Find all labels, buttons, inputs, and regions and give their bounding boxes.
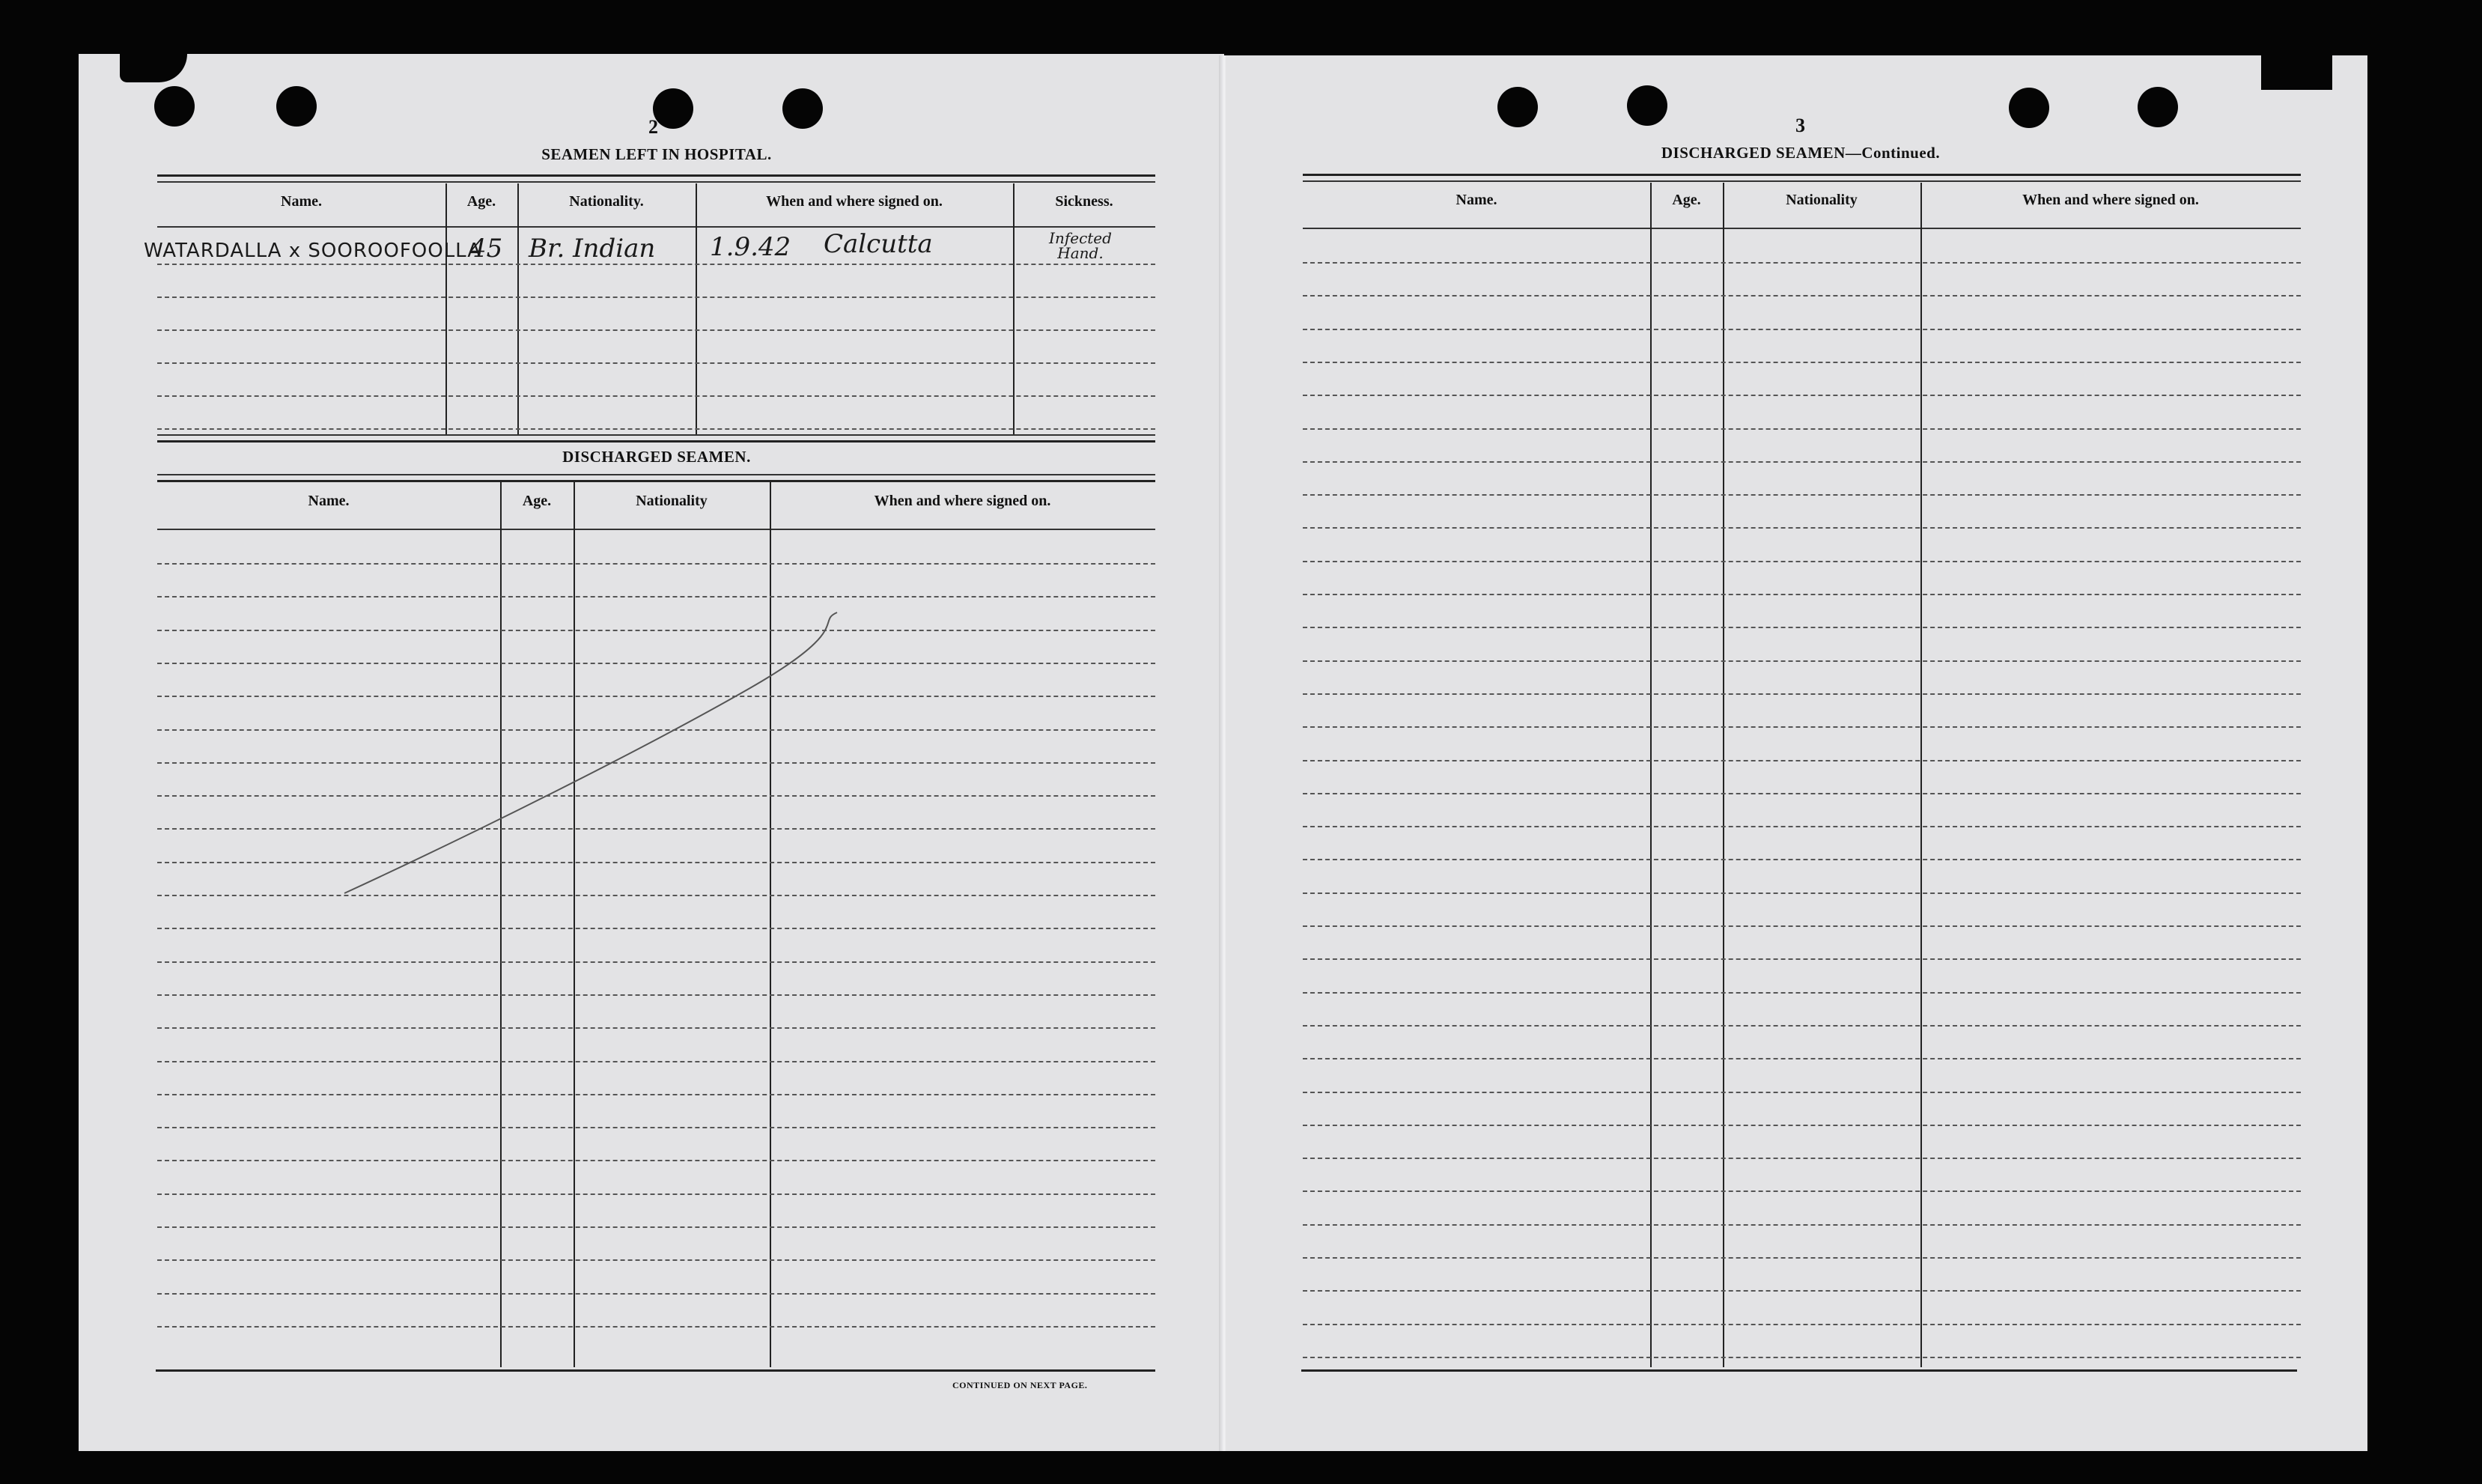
hospital-entry-signed-date: 1.9.42 xyxy=(710,232,791,262)
entry-line xyxy=(1303,395,2301,396)
page-number-right: 3 xyxy=(1795,115,1805,136)
hospital-entry-nationality: Br. Indian xyxy=(529,234,656,264)
column-divider xyxy=(1650,183,1652,1367)
entry-line xyxy=(1303,262,2301,264)
discharged-col-signed-on: When and where signed on. xyxy=(874,493,1051,509)
entry-line xyxy=(1303,1058,2301,1059)
discharged-col-name: Name. xyxy=(308,493,350,509)
hospital-col-name: Name. xyxy=(281,193,322,210)
table-rule xyxy=(1303,180,2301,182)
entry-line xyxy=(1303,1224,2301,1226)
hospital-section-title: SEAMEN LEFT IN HOSPITAL. xyxy=(541,145,772,163)
page-number-left: 2 xyxy=(648,116,658,138)
discharged-col-nationality: Nationality xyxy=(636,493,708,509)
entry-line xyxy=(1303,826,2301,827)
entry-line xyxy=(1303,660,2301,662)
hospital-entry-name: WATARDALLA x SOOROOFOOLLA xyxy=(144,240,482,262)
entry-line xyxy=(1303,362,2301,363)
entry-line xyxy=(1303,329,2301,330)
hospital-col-sickness: Sickness. xyxy=(1055,193,1113,210)
discharged-col-age: Age. xyxy=(522,493,552,509)
continued-note: CONTINUED ON NEXT PAGE. xyxy=(952,1380,1088,1390)
entry-line xyxy=(1303,627,2301,628)
discharged-col-nationality-right: Nationality xyxy=(1786,192,1858,208)
entry-line xyxy=(1303,428,2301,430)
hospital-col-age: Age. xyxy=(466,193,496,210)
entry-line xyxy=(1303,793,2301,794)
hospital-entry-sickness: Infected Hand. xyxy=(1049,229,1112,262)
entry-line xyxy=(1303,295,2301,297)
entry-line xyxy=(1303,461,2301,463)
entry-line xyxy=(1303,958,2301,960)
discharged-col-signed-on-right: When and where signed on. xyxy=(2022,192,2199,208)
entry-line xyxy=(1303,561,2301,562)
entry-line xyxy=(1303,726,2301,728)
entry-line xyxy=(1303,1324,2301,1325)
entry-line xyxy=(1303,1125,2301,1126)
discharged-col-name-right: Name. xyxy=(1456,192,1497,208)
entry-line xyxy=(1303,859,2301,860)
column-divider xyxy=(1723,183,1724,1367)
entry-line xyxy=(1303,1158,2301,1159)
discharged-section-title: DISCHARGED SEAMEN. xyxy=(562,448,751,466)
entry-line xyxy=(1303,594,2301,595)
entry-line xyxy=(1303,1257,2301,1259)
hospital-entry-age: 45 xyxy=(470,234,503,264)
table-rule xyxy=(1301,1369,2297,1372)
discharged-col-age-right: Age. xyxy=(1672,192,1701,208)
entry-line xyxy=(1303,892,2301,894)
entry-line xyxy=(1303,925,2301,927)
entry-line xyxy=(1303,1092,2301,1093)
entry-line xyxy=(1303,1190,2301,1192)
entry-line xyxy=(1303,494,2301,496)
entry-line xyxy=(1303,693,2301,695)
hospital-col-signed-on: When and where signed on. xyxy=(766,193,943,210)
table-rule xyxy=(1303,174,2301,176)
hospital-entry-signed-place: Calcutta xyxy=(824,229,933,259)
hospital-col-nationality: Nationality. xyxy=(569,193,644,210)
entry-line xyxy=(1303,992,2301,994)
entry-line xyxy=(1303,527,2301,529)
entry-line xyxy=(1303,1025,2301,1027)
discharged-continued-title: DISCHARGED SEAMEN—Continued. xyxy=(1661,144,1941,162)
entry-line xyxy=(1303,1357,2301,1358)
column-divider xyxy=(1920,183,1922,1367)
header-underline xyxy=(1303,228,2301,229)
entry-line xyxy=(1303,1290,2301,1292)
entry-line xyxy=(1303,760,2301,761)
